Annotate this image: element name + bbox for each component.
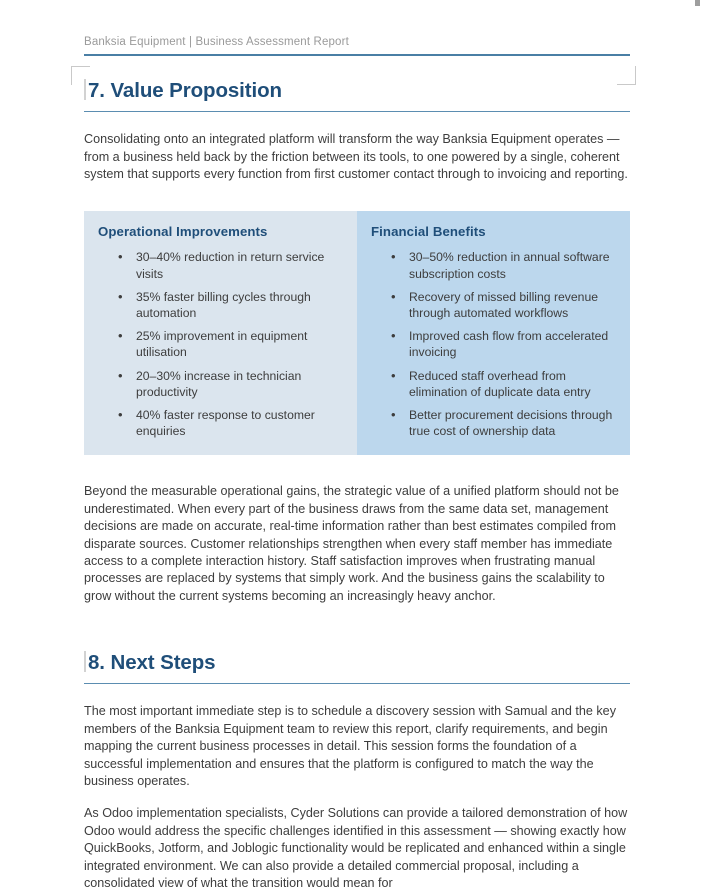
- section-heading-next-steps: [84, 650, 630, 676]
- list-item: [371, 407, 616, 439]
- operational-improvements-panel: [84, 211, 357, 455]
- list-item-text: 40% faster response to customer enquiries: [136, 407, 315, 439]
- running-header-rule: [84, 54, 630, 56]
- bullet-icon: •: [118, 367, 123, 383]
- bullet-icon: •: [118, 249, 123, 265]
- operational-improvements-list: [98, 249, 343, 439]
- bullet-icon: •: [118, 288, 123, 304]
- spacer: [84, 183, 630, 211]
- bullet-icon: •: [391, 406, 396, 422]
- list-item-text: 20–30% increase in technician productivity: [136, 368, 302, 399]
- value-proposition-closing-paragraph: Beyond the measurable operational gains, the strategic value of a unified platform should not be underestimated. When every part of the business draws from the same data set, management decisions are made on accurate, real-time information rather than best estimates compiled from disparate sources. Customer relationships strengthen when every staff member has immediate access to a complete interaction history. Staff satisfaction improves when frustrating manual processes are replaced by systems that simply work. And the business gains the scalability to grow without the current systems becoming an increasingly heavy anchor.: [84, 484, 619, 603]
- section-heading-text: 8. Next Steps: [88, 651, 216, 675]
- document-content: [84, 78, 630, 892]
- value-proposition-intro-paragraph: Consolidating onto an integrated platform will transform the way Banksia Equipment operates — from a business held back by the friction between its tools, to one powered by a single, coherent system that supports every function from first customer contact through to invoicing and reporting.: [84, 132, 628, 181]
- list-item: [98, 407, 343, 439]
- list-item: [98, 368, 343, 400]
- benefit-panels: [84, 211, 630, 455]
- bullet-icon: •: [391, 249, 396, 265]
- list-item: [98, 328, 343, 360]
- bullet-icon: •: [118, 406, 123, 422]
- spacer: [84, 790, 630, 805]
- bullet-icon: •: [391, 367, 396, 383]
- financial-benefits-title: Financial Benefits: [371, 224, 486, 240]
- financial-benefits-list: [371, 249, 616, 439]
- list-item-text: 25% improvement in equipment utilisation: [136, 329, 308, 360]
- list-item: [98, 249, 343, 281]
- list-item-text: Improved cash flow from accelerated invoicing: [409, 329, 609, 360]
- bullet-icon: •: [391, 288, 396, 304]
- section-heading-text: 7. Value Proposition: [88, 79, 282, 102]
- operational-improvements-title: Operational Improvements: [98, 224, 268, 240]
- page-edge-artifact: [695, 0, 700, 6]
- list-item: [98, 289, 343, 321]
- bullet-icon: •: [391, 328, 396, 344]
- section-heading-value-proposition: [84, 78, 630, 104]
- list-item-text: 30–40% reduction in return service visits: [136, 250, 325, 281]
- list-item: [371, 368, 616, 400]
- running-header: [84, 36, 630, 56]
- list-item-text: Better procurement decisions through true cost of ownership data: [409, 407, 613, 439]
- financial-benefits-panel: [357, 211, 630, 455]
- next-steps-paragraph-2: As Odoo implementation specialists, Cyder Solutions can provide a tailored demonstration of how Odoo would address the specific challenges identified in this assessment — showing exactly how QuickBooks, Jotform, and Joblogic functionality would be replicated and enhanced within a single integrated environment. We can also provide a detailed commercial proposal, including a consolidated view of what the transition would mean for: [84, 806, 628, 890]
- running-header-label: Banksia Equipment | Business Assessment Report: [84, 36, 349, 48]
- next-steps-paragraph-1: The most important immediate step is to schedule a discovery session with Samual and the key members of the Banksia Equipment team to review this report, clarify requirements, and begin mapping the current business processes in detail. This session forms the foundation of a successful implementation and ensures that the platform is configured to match the way the business operates.: [84, 704, 616, 788]
- spacer: [84, 684, 630, 703]
- list-item-text: Reduced staff overhead from elimination of duplicate data entry: [409, 368, 591, 399]
- list-item: [371, 289, 616, 321]
- list-item: [371, 328, 616, 360]
- spacer: [84, 455, 630, 483]
- bullet-icon: •: [118, 328, 123, 344]
- list-item-text: 35% faster billing cycles through automation: [136, 289, 311, 320]
- list-item-text: 30–50% reduction in annual software subscription costs: [409, 250, 610, 281]
- list-item-text: Recovery of missed billing revenue through automated workflows: [409, 289, 598, 320]
- spacer: [84, 605, 630, 650]
- spacer: [84, 112, 630, 131]
- list-item: [371, 249, 616, 281]
